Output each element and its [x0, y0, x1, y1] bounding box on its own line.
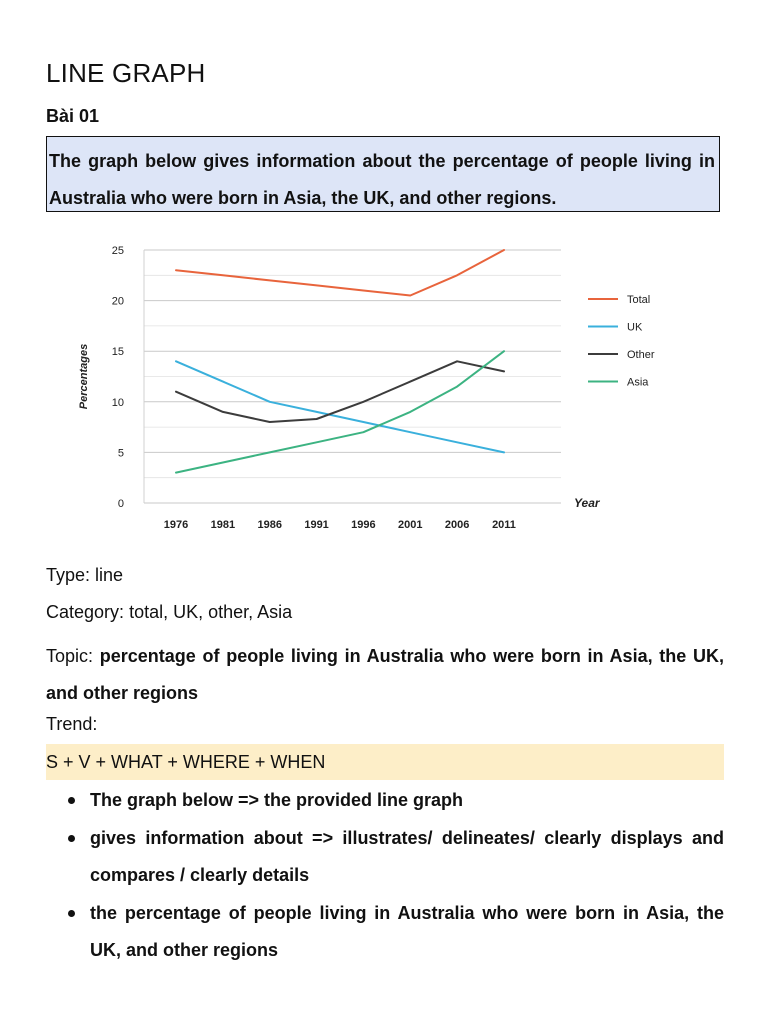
paraphrase-list: [46, 782, 724, 970]
bullet-icon: [68, 910, 75, 917]
line-chart: [66, 234, 696, 544]
type-value: line: [95, 565, 124, 585]
legend-label-asia: Asia: [627, 376, 649, 389]
y-tick-label: 15: [111, 346, 124, 359]
sentence-formula: S + V + WHAT + WHERE + WHEN: [46, 744, 724, 780]
x-tick-label: 1981: [210, 519, 236, 531]
bullet-icon: [68, 835, 75, 842]
topic-line: [46, 638, 724, 712]
x-tick-label: 2011: [492, 519, 516, 531]
x-tick-label: 1976: [163, 519, 189, 531]
topic-value: percentage of people living in Australia who were born in Asia, the UK, and other regions: [46, 646, 724, 703]
category-line: [46, 601, 292, 623]
series-line-other: [176, 361, 504, 422]
category-value: total, UK, other, Asia: [129, 602, 293, 622]
type-label: Type:: [46, 565, 91, 585]
page-title: LINE GRAPH: [46, 58, 206, 88]
y-tick-label: 10: [111, 396, 124, 409]
x-tick-label: 1991: [304, 519, 329, 531]
topic-label: Topic:: [46, 646, 94, 666]
list-item: [46, 895, 724, 970]
y-axis-label: Percentages: [78, 343, 90, 410]
y-tick-label: 25: [111, 245, 124, 257]
bullet-icon: [68, 797, 75, 804]
list-item: [46, 782, 724, 820]
x-tick-label: 2006: [444, 519, 470, 531]
exercise-label: Bài 01: [46, 106, 100, 126]
list-item: [46, 820, 724, 895]
list-item-text: The graph below => the provided line graph: [90, 790, 464, 810]
legend-label-other: Other: [627, 349, 655, 361]
x-tick-label: 1986: [257, 519, 282, 531]
x-axis-label: Year: [574, 496, 600, 510]
legend-label-total: Total: [627, 294, 651, 306]
x-tick-label: 1996: [351, 519, 376, 531]
list-item-text: gives information about => illustrates/ delineates/ clearly displays and compares / clearly details: [90, 827, 724, 885]
trend-label: Trend:: [46, 714, 98, 734]
x-tick-label: 2001: [398, 519, 423, 531]
line-chart-svg: [66, 234, 696, 544]
series-line-total: [176, 250, 504, 296]
y-tick-label: 20: [111, 295, 124, 308]
list-item-text: the percentage of people living in Australia who were born in Asia, the UK, and other regions: [90, 902, 724, 960]
task-prompt-box: The graph below gives information about the percentage of people living in Australia who were born in Asia, the UK, and other regions.: [46, 136, 720, 212]
category-label: Category:: [46, 602, 125, 622]
y-tick-label: 5: [117, 447, 124, 460]
y-tick-label: 0: [117, 498, 124, 510]
type-line: [46, 564, 123, 586]
series-line-uk: [176, 361, 504, 452]
legend-label-uk: UK: [627, 321, 643, 334]
